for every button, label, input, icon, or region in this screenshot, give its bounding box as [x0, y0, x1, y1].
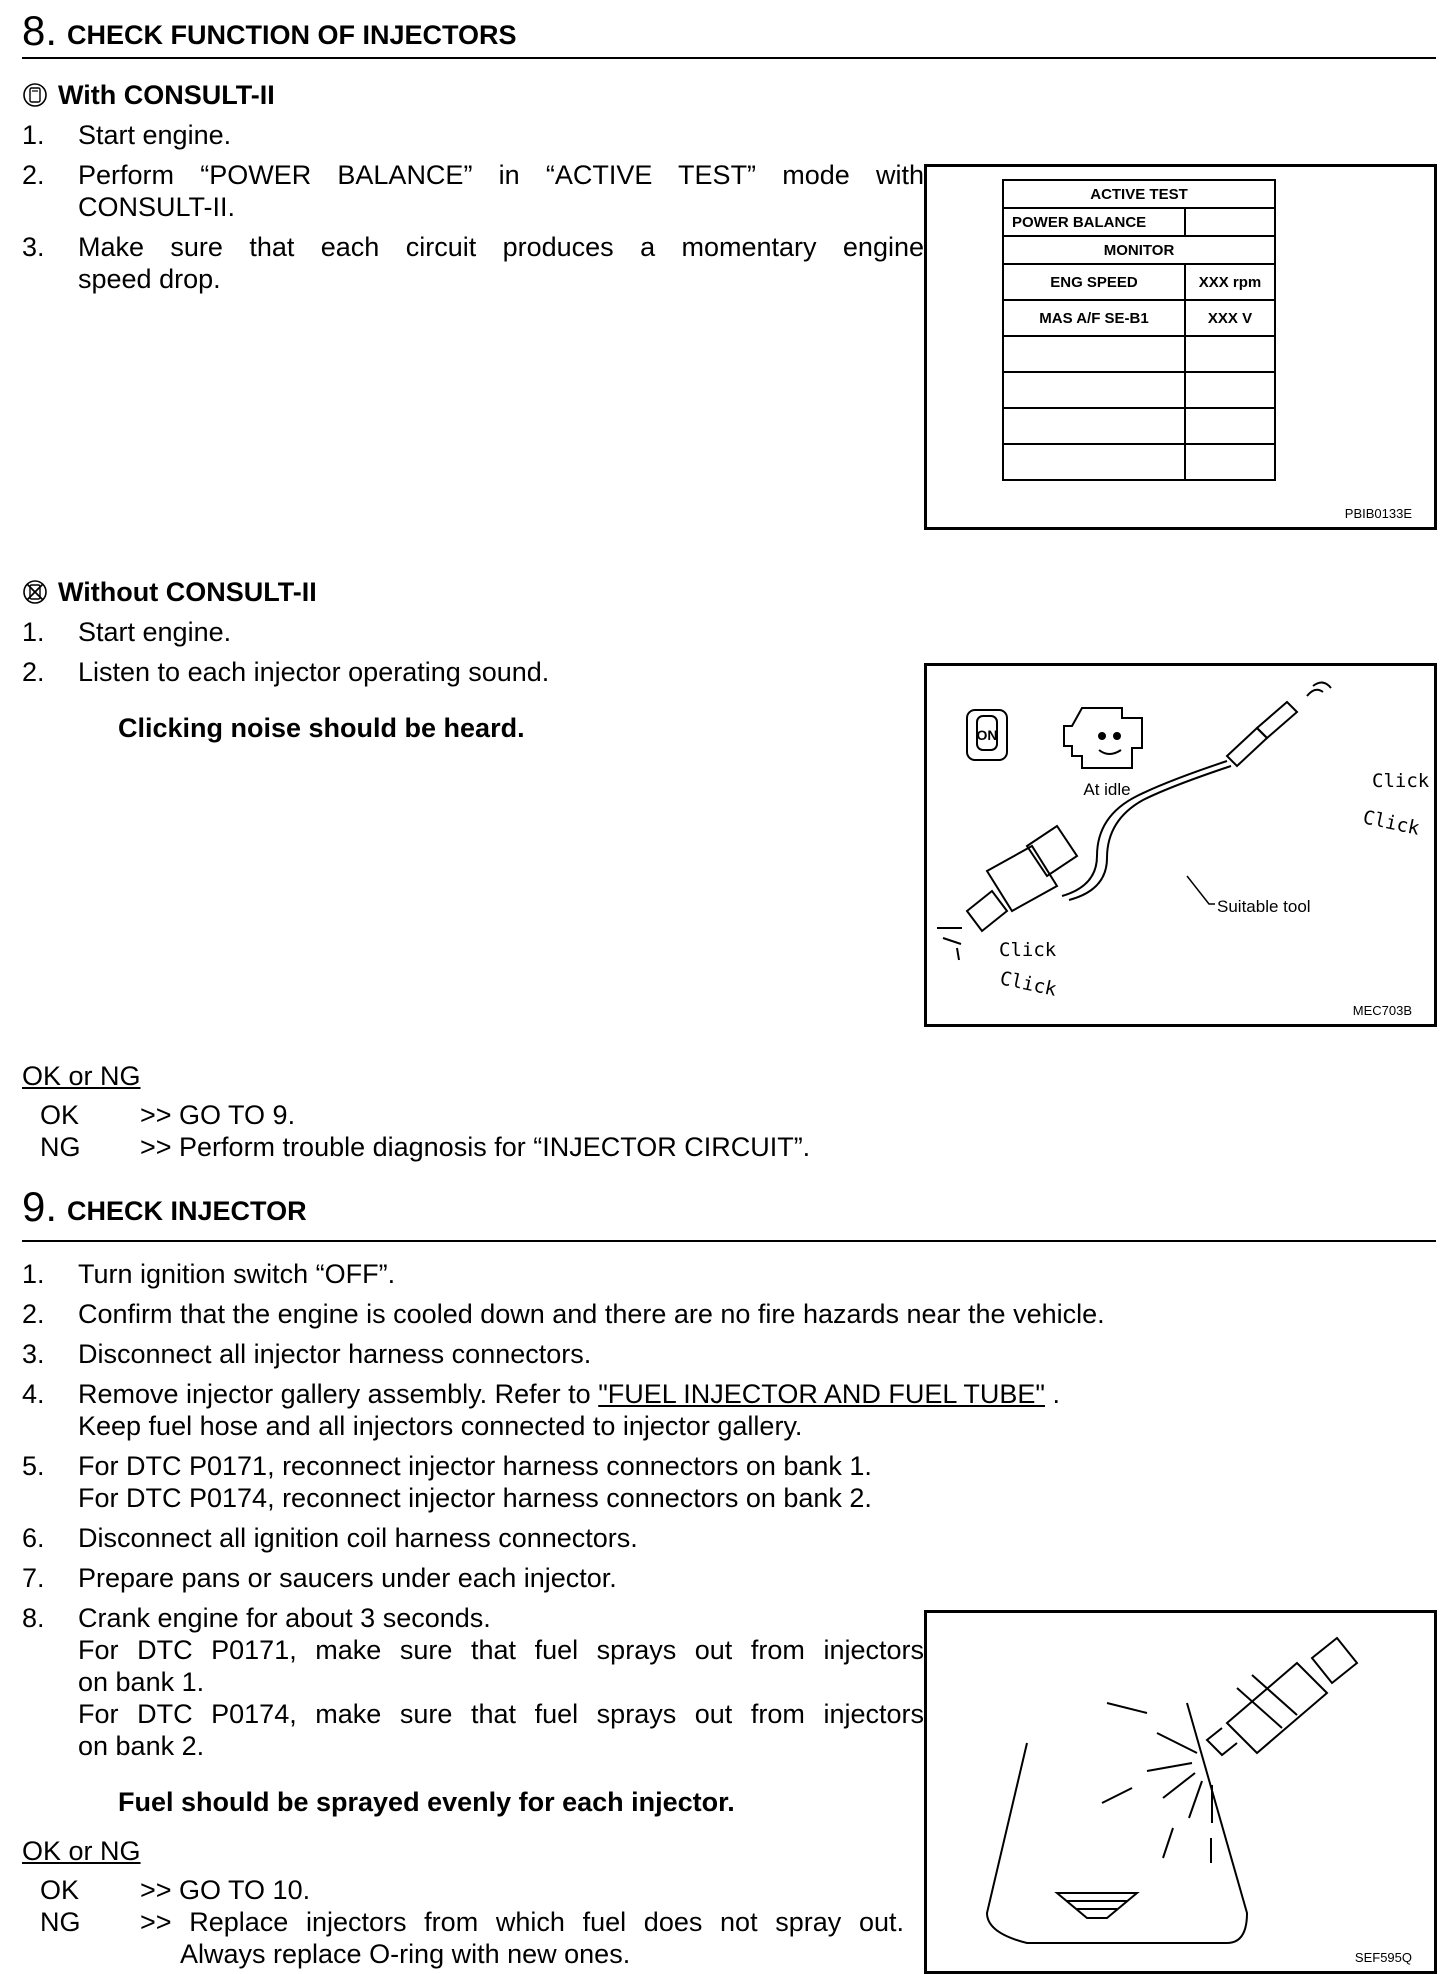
item-text: Disconnect all injector harness connectors.	[78, 1339, 592, 1369]
no-consult-icon	[22, 579, 48, 605]
fuel-spray-illustration	[927, 1613, 1434, 1971]
empty-cell	[1185, 444, 1275, 480]
step-8-heading	[22, 2, 517, 52]
item-text-cont: CONSULT-II.	[78, 192, 236, 222]
item-number: 3.	[22, 1339, 45, 1369]
without-consult-heading	[22, 574, 317, 610]
result-ok	[40, 1874, 920, 1906]
item-text-part: Remove injector gallery assembly. Refer to	[78, 1379, 599, 1409]
list-item	[22, 1378, 1422, 1442]
list-item	[22, 1258, 1422, 1290]
suitable-tool-label: Suitable tool	[1217, 897, 1311, 916]
ok-key: OK	[40, 1100, 80, 1130]
injector-sound-figure	[924, 663, 1437, 1027]
leader-line	[1187, 876, 1215, 904]
item-number: 4.	[22, 1379, 45, 1409]
consult-icon	[22, 82, 48, 108]
with-consult-label: With CONSULT-II	[58, 79, 275, 110]
ok-key: OK	[40, 1875, 80, 1905]
step-9-heading	[22, 1178, 307, 1228]
click-label-3: Click	[999, 939, 1057, 961]
monitor-label: MONITOR	[1003, 236, 1275, 264]
step-title: CHECK INJECTOR	[67, 1196, 307, 1226]
result-ng	[40, 1131, 940, 1163]
step-number: 8.	[22, 7, 58, 54]
ng-key: NG	[40, 1132, 81, 1162]
item-text: Disconnect all ignition coil harness connectors.	[78, 1523, 638, 1553]
item-text-cont: speed drop.	[78, 264, 221, 294]
ok-text: >> GO TO 10.	[140, 1875, 311, 1905]
result-ok	[40, 1099, 940, 1131]
item-number: 2.	[22, 1299, 45, 1329]
list-item	[22, 1602, 924, 1762]
result-ng	[40, 1906, 920, 1970]
mas-value: XXX V	[1185, 300, 1275, 336]
step-title: CHECK FUNCTION OF INJECTORS	[67, 20, 517, 50]
item-text-cont: For DTC P0174, make sure that fuel sprays out from injectors	[78, 1699, 924, 1729]
eng-speed-value: XXX rpm	[1185, 264, 1275, 300]
empty-cell	[1185, 408, 1275, 444]
active-test-figure	[924, 164, 1437, 530]
spray-lines	[1102, 1703, 1212, 1863]
item-text-cont: For DTC P0174, reconnect injector harness connectors on bank 2.	[78, 1483, 872, 1513]
heading-rule	[22, 1240, 1436, 1242]
item-number: 7.	[22, 1563, 45, 1593]
list-item	[22, 231, 924, 295]
empty-cell	[1003, 444, 1185, 480]
list-item	[22, 1450, 1422, 1514]
item-number: 2.	[22, 657, 45, 687]
list-item	[22, 656, 902, 688]
item-text-cont: Keep fuel hose and all injectors connected to injector gallery.	[78, 1411, 803, 1441]
empty-cell	[1003, 408, 1185, 444]
ok-text: >> GO TO 9.	[140, 1100, 296, 1130]
result-heading: OK or NG	[22, 1061, 141, 1091]
fuel-injector-link[interactable]: "FUEL INJECTOR AND FUEL TUBE"	[598, 1379, 1045, 1409]
ng-key: NG	[40, 1907, 81, 1937]
item-text: Crank engine for about 3 seconds.	[78, 1603, 491, 1633]
click-label-2: Click	[1360, 806, 1422, 840]
list-item	[22, 1298, 1422, 1330]
item-number: 2.	[22, 160, 45, 190]
injector-sound-illustration	[927, 666, 1434, 1024]
injector-icon	[1207, 1638, 1357, 1755]
list-item	[22, 159, 924, 223]
item-number: 6.	[22, 1523, 45, 1553]
step-number: 9.	[22, 1183, 58, 1230]
empty-cell	[1185, 208, 1275, 236]
item-text-cont: on bank 2.	[78, 1731, 205, 1761]
item-text: Start engine.	[78, 120, 232, 150]
item-number: 1.	[22, 1259, 45, 1289]
without-consult-label: Without CONSULT-II	[58, 576, 317, 607]
item-text-part: .	[1044, 1379, 1060, 1409]
fuel-spray-figure	[924, 1610, 1437, 1974]
item-text: Perform “POWER BALANCE” in “ACTIVE TEST” mode with	[78, 160, 924, 190]
item-text-cont: on bank 1.	[78, 1667, 205, 1697]
item-number: 1.	[22, 120, 45, 150]
click-label-1: Click	[1372, 770, 1430, 792]
heading-rule	[22, 57, 1436, 59]
ng-text: >> Replace injectors from which fuel does not spray out.	[140, 1907, 904, 1937]
item-text: Confirm that the engine is cooled down and there are no fire hazards near the vehicle.	[78, 1299, 1105, 1329]
note-text: Clicking noise should be heard.	[118, 713, 525, 743]
engine-icon	[1064, 708, 1142, 768]
list-item	[22, 616, 902, 648]
result-heading: OK or NG	[22, 1836, 141, 1866]
active-test-table	[1002, 179, 1276, 481]
active-test-title: ACTIVE TEST	[1003, 180, 1275, 208]
ng-text: >> Perform trouble diagnosis for “INJECTOR CIRCUIT”.	[140, 1132, 811, 1162]
with-consult-heading	[22, 77, 275, 113]
item-number: 5.	[22, 1451, 45, 1481]
list-item	[22, 119, 902, 151]
at-idle-label: At idle	[1083, 780, 1131, 799]
click-label-4: Click	[997, 967, 1059, 1001]
empty-cell	[1185, 372, 1275, 408]
figure-id: PBIB0133E	[1344, 506, 1412, 521]
eng-speed-label: ENG SPEED	[1003, 264, 1185, 300]
list-item	[22, 1338, 1422, 1370]
empty-cell	[1003, 336, 1185, 372]
power-balance-cell: POWER BALANCE	[1003, 208, 1185, 236]
item-text: Listen to each injector operating sound.	[78, 657, 550, 687]
item-number: 3.	[22, 232, 45, 262]
item-text: Prepare pans or saucers under each injector.	[78, 1563, 617, 1593]
key-on-label: ON	[976, 727, 998, 743]
list-item	[22, 1562, 1422, 1594]
empty-cell	[1185, 336, 1275, 372]
item-number: 1.	[22, 617, 45, 647]
item-text: Start engine.	[78, 617, 232, 647]
item-text-cont: For DTC P0171, make sure that fuel sprays out from injectors	[78, 1635, 924, 1665]
empty-cell	[1003, 372, 1185, 408]
item-text: Turn ignition switch “OFF”.	[78, 1259, 396, 1289]
item-number: 8.	[22, 1603, 45, 1633]
list-item	[22, 1522, 1422, 1554]
mas-label: MAS A/F SE-B1	[1003, 300, 1185, 336]
item-text	[78, 1378, 1060, 1410]
item-text: For DTC P0171, reconnect injector harness connectors on bank 1.	[78, 1451, 872, 1481]
note-text: Fuel should be sprayed evenly for each injector.	[118, 1787, 735, 1817]
ng-text-cont: Always replace O-ring with new ones.	[180, 1939, 631, 1969]
figure-id: SEF595Q	[1354, 1950, 1412, 1965]
figure-id: MEC703B	[1352, 1003, 1412, 1018]
item-text: Make sure that each circuit produces a momentary engine	[78, 232, 924, 262]
